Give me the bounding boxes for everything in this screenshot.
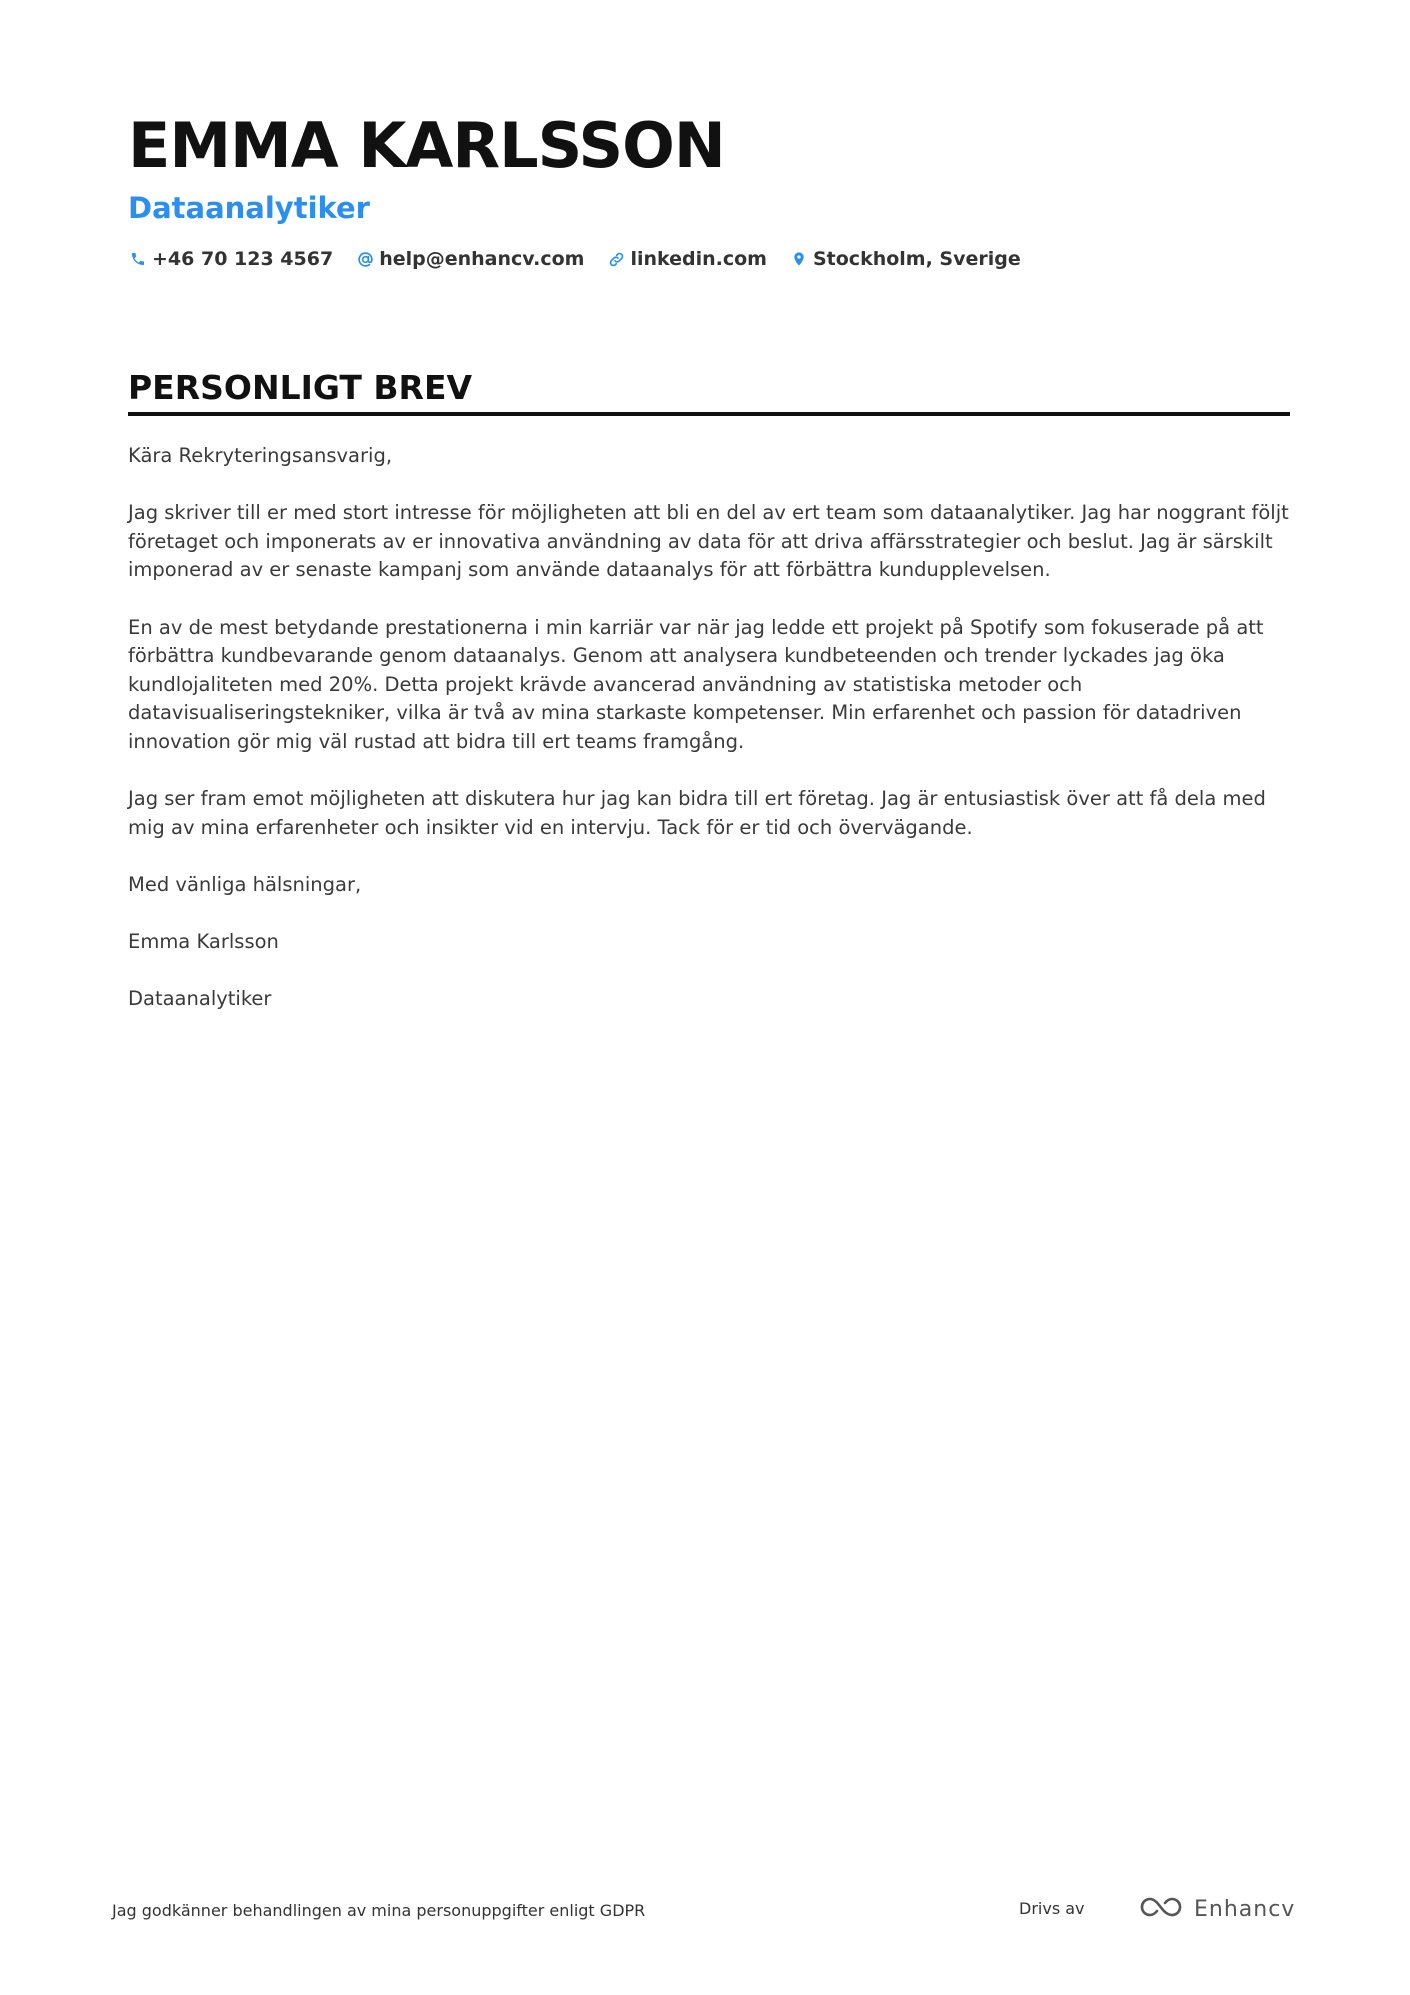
phone-text: +46 70 123 4567 [152, 248, 334, 270]
brand-name: Enhancv [1194, 1896, 1296, 1922]
letter-paragraph-1: Jag skriver till er med stort intresse för möjligheten att bli en del av ert team som dataanalytiker. Jag har noggrant följt företaget och imponerats av er innovativa användning av data för att driva affärsstrategier och beslut. Jag är särskilt imponerad av er senaste kampanj som använde dataanalys för att förbättra kundupplevelsen. [128, 501, 1289, 582]
letter-body [128, 442, 1290, 1014]
section-title: PERSONLIGT BREV [128, 368, 473, 407]
letter-greeting: Kära Rekryteringsansvarig, [128, 444, 393, 467]
letter-paragraph-2: En av de mest betydande prestationerna i min karriär var när jag ledde ett projekt på Spotify som fokuserade på att förbättra kundbevarande genom dataanalys. Genom att analysera kundbeteenden och trender lyckades jag öka kundlojaliteten med 20%. Detta projekt krävde avancerad användning av statistiska metoder och datavisualiseringstekniker, vilka är två av mina starkaste kompetenser. Min erfarenhet och passion för datadriven innovation gör mig väl rustad att bidra till ert teams framgång. [128, 615, 1264, 753]
contact-location [789, 248, 1021, 270]
powered-by-label: Drivs av [1019, 1899, 1085, 1918]
footer [112, 1893, 1296, 1933]
section-divider [128, 412, 1290, 416]
location-text: Stockholm, Sverige [812, 248, 1021, 270]
link-icon [606, 249, 626, 269]
header [128, 108, 1288, 270]
contact-email[interactable] [355, 248, 584, 270]
gdpr-consent-text: Jag godkänner behandlingen av mina personuppgifter enligt GDPR [112, 1901, 646, 1920]
letter-paragraph-3: Jag ser fram emot möjligheten att diskutera hur jag kan bidra till ert företag. Jag är entusiastisk över att få dela med mig av mina erfarenheter och insikter vid en intervju. Tack för er tid och övervägande. [128, 787, 1266, 839]
location-pin-icon [789, 249, 809, 269]
cover-letter-section [128, 366, 1290, 1042]
letter-closing: Med vänliga hälsningar, [128, 872, 362, 896]
applicant-name: EMMA KARLSSON [128, 109, 725, 182]
linkedin-text[interactable]: linkedin.com [630, 248, 767, 270]
contact-list [128, 248, 1288, 270]
phone-icon [128, 249, 148, 269]
contact-linkedin[interactable] [606, 248, 767, 270]
email-text[interactable]: help@enhancv.com [379, 248, 585, 270]
contact-phone [128, 248, 333, 270]
job-title: Dataanalytiker [128, 191, 370, 225]
signature-name: Emma Karlsson [128, 930, 279, 954]
enhancv-brand[interactable] [1138, 1893, 1295, 1925]
enhancv-logo-icon [1138, 1893, 1186, 1925]
signature-title: Dataanalytiker [128, 987, 272, 1011]
at-icon [355, 249, 375, 269]
